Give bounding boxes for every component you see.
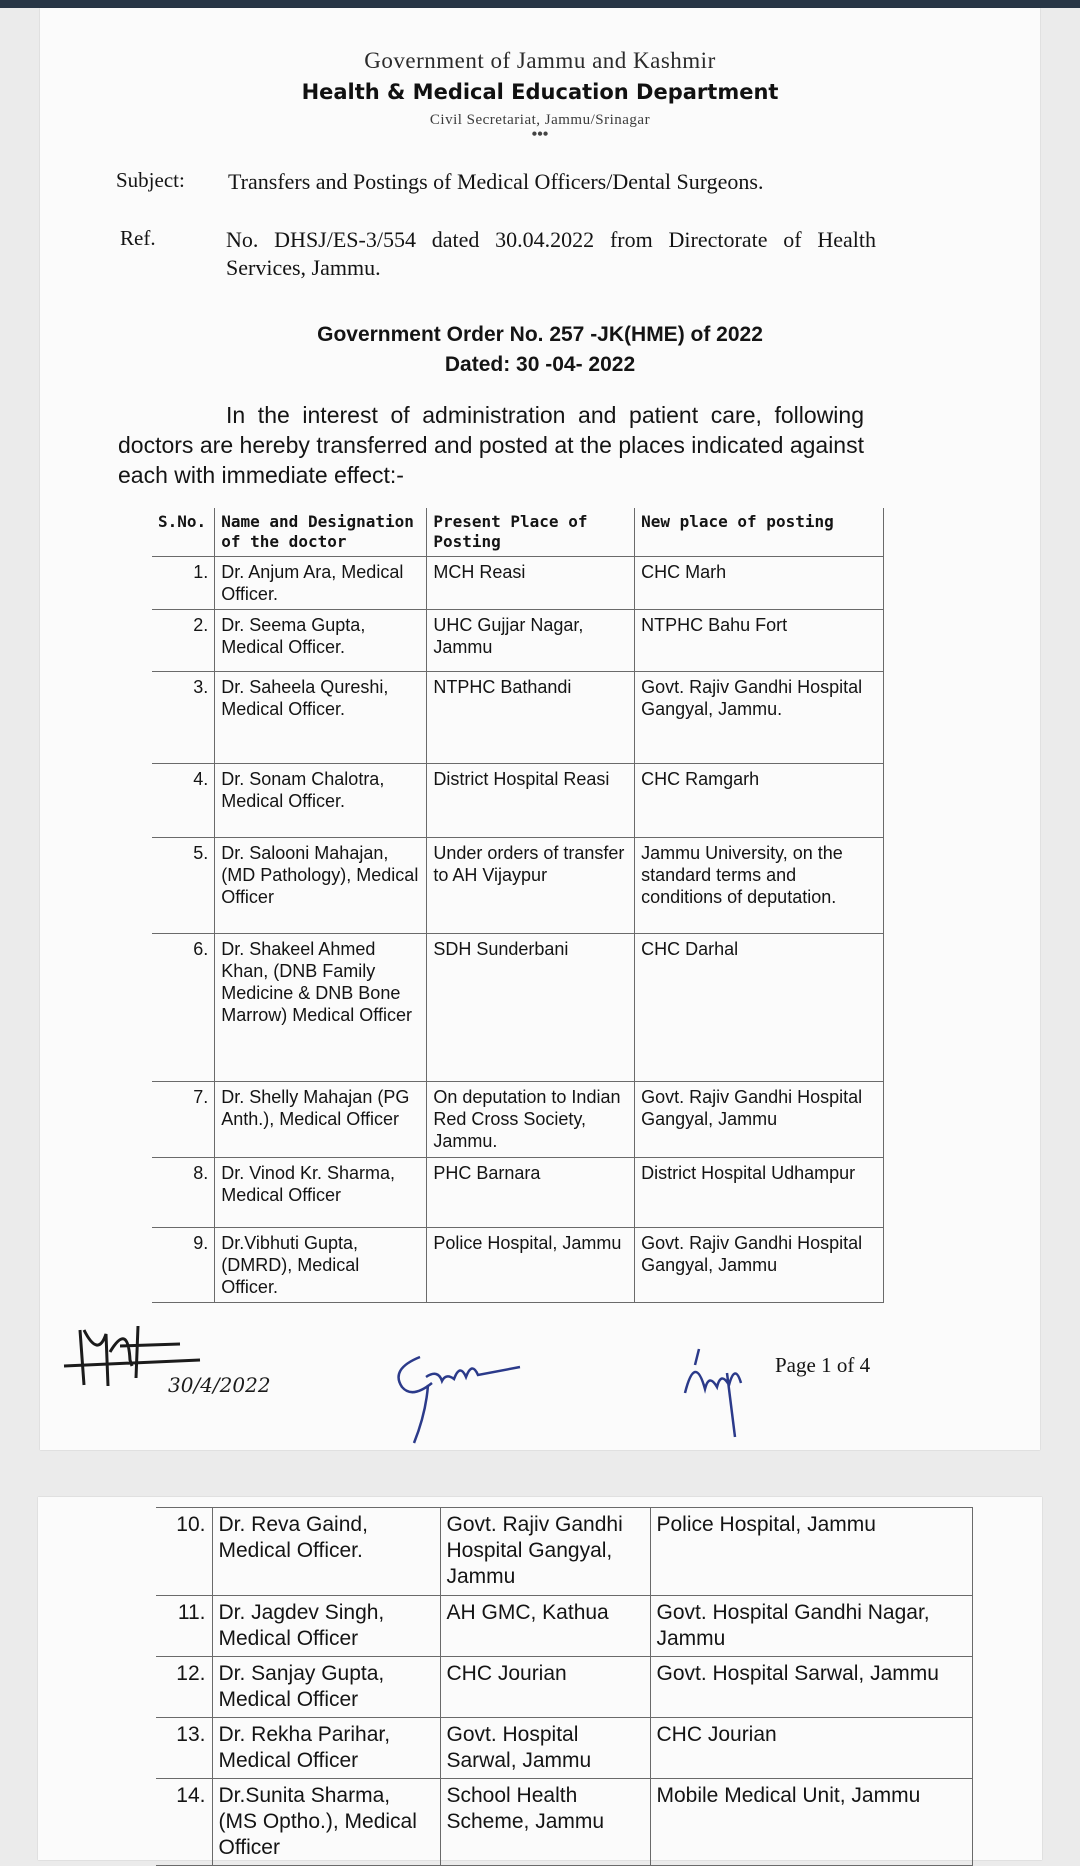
row-name: Dr. Vinod Kr. Sharma, Medical Officer <box>215 1158 427 1228</box>
row-sno: 3. <box>152 672 215 764</box>
row-new: Police Hospital, Jammu <box>650 1508 972 1596</box>
row-new: CHC Darhal <box>635 934 884 1082</box>
row-name: Dr. Saheela Qureshi, Medical Officer. <box>215 672 427 764</box>
row-name: Dr. Sanjay Gupta, Medical Officer <box>212 1657 440 1718</box>
intro-paragraph: In the interest of administration and patient care, following doctors are hereby transferred and posted at the places indicated against each with immediate effect:- <box>118 402 864 488</box>
table-row <box>156 1596 972 1657</box>
row-new: District Hospital Udhampur <box>635 1158 884 1228</box>
row-present: MCH Reasi <box>427 557 635 610</box>
row-name: Dr. Jagdev Singh, Medical Officer <box>212 1596 440 1657</box>
initials-signature-left <box>50 1300 300 1410</box>
row-new: CHC Ramgarh <box>635 764 884 838</box>
row-sno: 11. <box>156 1596 212 1657</box>
row-present: CHC Jourian <box>440 1657 650 1718</box>
row-name: Dr. Salooni Mahajan, (MD Pathology), Medical Officer <box>215 838 427 934</box>
table-row <box>152 557 884 610</box>
row-sno: 6. <box>152 934 215 1082</box>
row-sno: 4. <box>152 764 215 838</box>
row-sno: 8. <box>152 1158 215 1228</box>
row-present: Under orders of transfer to AH Vijaypur <box>427 838 635 934</box>
subject-text: Transfers and Postings of Medical Officers/Dental Surgeons. <box>228 169 764 194</box>
row-present: Govt. Hospital Sarwal, Jammu <box>440 1718 650 1779</box>
row-sno: 2. <box>152 610 215 672</box>
row-name: Dr. Shakeel Ahmed Khan, (DNB Family Medicine & DNB Bone Marrow) Medical Officer <box>215 934 427 1082</box>
table-row <box>152 610 884 672</box>
row-name: Dr. Sonam Chalotra, Medical Officer. <box>215 764 427 838</box>
row-present: District Hospital Reasi <box>427 764 635 838</box>
signature-right <box>665 1333 785 1443</box>
top-status-bar <box>0 0 1080 8</box>
row-new: Mobile Medical Unit, Jammu <box>650 1779 972 1866</box>
row-sno: 12. <box>156 1657 212 1718</box>
row-present: PHC Barnara <box>427 1158 635 1228</box>
col-header-sno: S.No. <box>152 508 215 557</box>
col-header-name: Name and Designation of the doctor <box>215 508 427 557</box>
row-sno: 5. <box>152 838 215 934</box>
reference-text: No. DHSJ/ES-3/554 dated 30.04.2022 from Directorate of Health Services, Jammu. <box>226 227 876 280</box>
table-row <box>152 672 884 764</box>
row-new: CHC Marh <box>635 557 884 610</box>
page-number: Page 1 of 4 <box>775 1353 871 1377</box>
document-page-1 <box>40 8 1040 1450</box>
row-new: Govt. Rajiv Gandhi Hospital Gangyal, Jammu <box>635 1082 884 1158</box>
table-row <box>152 934 884 1082</box>
row-present: School Health Scheme, Jammu <box>440 1779 650 1866</box>
row-present: AH GMC, Kathua <box>440 1596 650 1657</box>
header-separator: ••• <box>531 126 549 143</box>
row-present: UHC Gujjar Nagar, Jammu <box>427 610 635 672</box>
row-sno: 1. <box>152 557 215 610</box>
transfer-table-continued <box>156 1507 973 1866</box>
order-date: Dated: 30 -04- 2022 <box>444 353 636 376</box>
row-new: Govt. Rajiv Gandhi Hospital Gangyal, Jammu. <box>635 672 884 764</box>
row-name: Dr. Anjum Ara, Medical Officer. <box>215 557 427 610</box>
row-name: Dr.Vibhuti Gupta, (DMRD), Medical Officer. <box>215 1228 427 1303</box>
reference-label: Ref. <box>120 226 156 250</box>
row-sno: 13. <box>156 1718 212 1779</box>
document-page-2 <box>38 1497 1042 1860</box>
row-name: Dr. Reva Gaind, Medical Officer. <box>212 1508 440 1596</box>
row-sno: 10. <box>156 1508 212 1596</box>
row-present: NTPHC Bathandi <box>427 672 635 764</box>
table-row <box>152 838 884 934</box>
col-header-present: Present Place of Posting <box>427 508 635 557</box>
header-address: Civil Secretariat, Jammu/Srinagar <box>429 112 651 128</box>
row-new: Govt. Hospital Sarwal, Jammu <box>650 1657 972 1718</box>
row-name: Dr. Rekha Parihar, Medical Officer <box>212 1718 440 1779</box>
row-name: Dr. Seema Gupta, Medical Officer. <box>215 610 427 672</box>
header-department: Health & Medical Education Department <box>301 80 779 104</box>
table-row <box>152 1228 884 1303</box>
row-sno: 7. <box>152 1082 215 1158</box>
signature-middle <box>380 1333 540 1453</box>
table-row <box>156 1508 972 1596</box>
table-row <box>152 764 884 838</box>
header-government: Government of Jammu and Kashmir <box>364 48 716 73</box>
row-new: CHC Jourian <box>650 1718 972 1779</box>
row-name: Dr. Shelly Mahajan (PG Anth.), Medical Officer <box>215 1082 427 1158</box>
row-new: Govt. Rajiv Gandhi Hospital Gangyal, Jammu <box>635 1228 884 1303</box>
row-new: Jammu University, on the standard terms and conditions of deputation. <box>635 838 884 934</box>
row-sno: 14. <box>156 1779 212 1866</box>
table-row <box>156 1779 972 1866</box>
row-sno: 9. <box>152 1228 215 1303</box>
row-present: Govt. Rajiv Gandhi Hospital Gangyal, Jammu <box>440 1508 650 1596</box>
table-header-row <box>152 508 884 557</box>
row-present: SDH Sunderbani <box>427 934 635 1082</box>
signature-date: 30/4/2022 <box>168 1373 271 1397</box>
order-number: Government Order No. 257 -JK(HME) of 2022 <box>317 323 763 346</box>
row-present: On deputation to Indian Red Cross Society, Jammu. <box>427 1082 635 1158</box>
row-present: Police Hospital, Jammu <box>427 1228 635 1303</box>
table-row <box>152 1082 884 1158</box>
transfer-table <box>152 508 884 1303</box>
table-row <box>156 1718 972 1779</box>
col-header-new: New place of posting <box>635 508 884 557</box>
row-name: Dr.Sunita Sharma, (MS Optho.), Medical Officer <box>212 1779 440 1866</box>
subject-label: Subject: <box>116 168 185 192</box>
table-row <box>152 1158 884 1228</box>
row-new: Govt. Hospital Gandhi Nagar, Jammu <box>650 1596 972 1657</box>
table-row <box>156 1657 972 1718</box>
row-new: NTPHC Bahu Fort <box>635 610 884 672</box>
